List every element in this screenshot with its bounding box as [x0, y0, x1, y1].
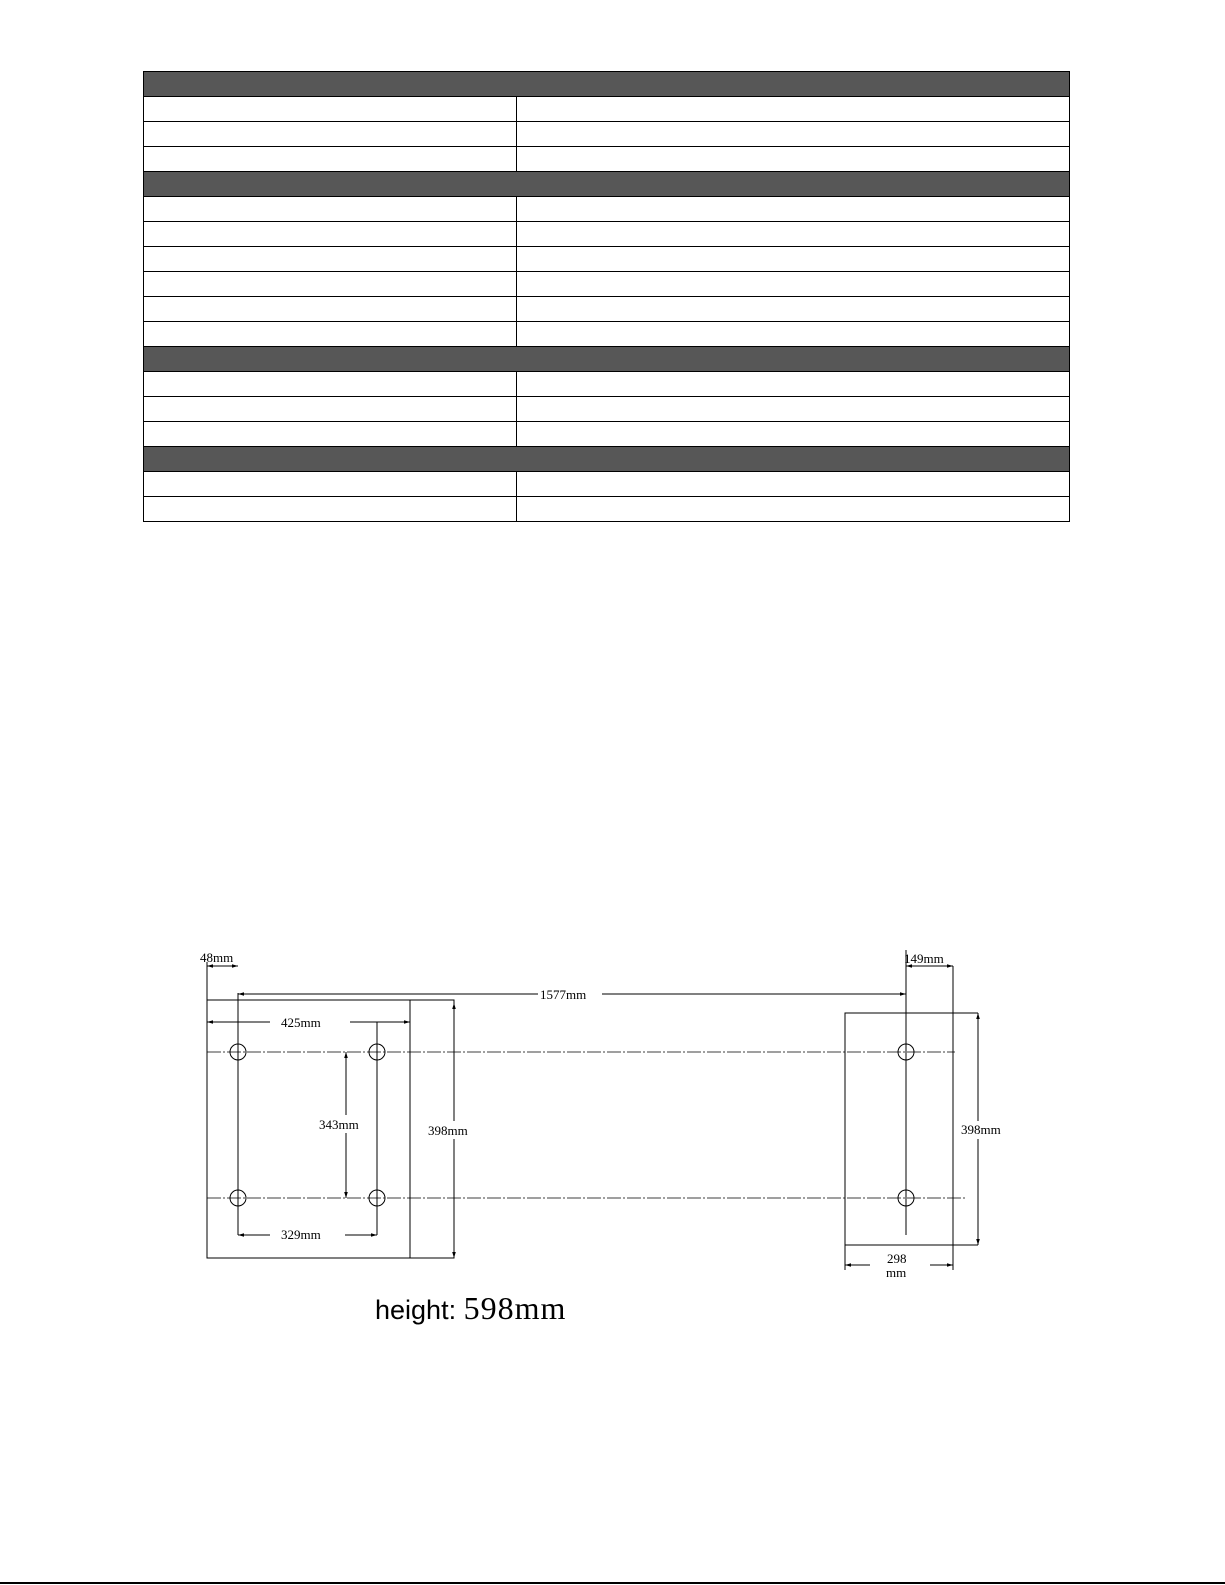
dim-343-label: 343mm	[319, 1117, 359, 1132]
dim-329-label: 329mm	[281, 1227, 321, 1242]
dim-1577-label: 1577mm	[540, 987, 587, 1002]
height-caption	[375, 1290, 566, 1327]
dim-149-label: 149mm	[904, 951, 944, 966]
dim-398-right-label: 398mm	[961, 1122, 1001, 1137]
dim-398-left-label: 398mm	[428, 1123, 468, 1138]
dim-48-label: 48mm	[200, 950, 234, 965]
height-caption-value: 598mm	[463, 1290, 567, 1326]
dim-298-label-unit: mm	[886, 1265, 907, 1280]
dim-425-label: 425mm	[281, 1015, 321, 1030]
dim-298-label-number: 298	[887, 1251, 907, 1266]
page-bottom-rule	[0, 1582, 1225, 1584]
height-caption-label: height:	[375, 1295, 457, 1325]
